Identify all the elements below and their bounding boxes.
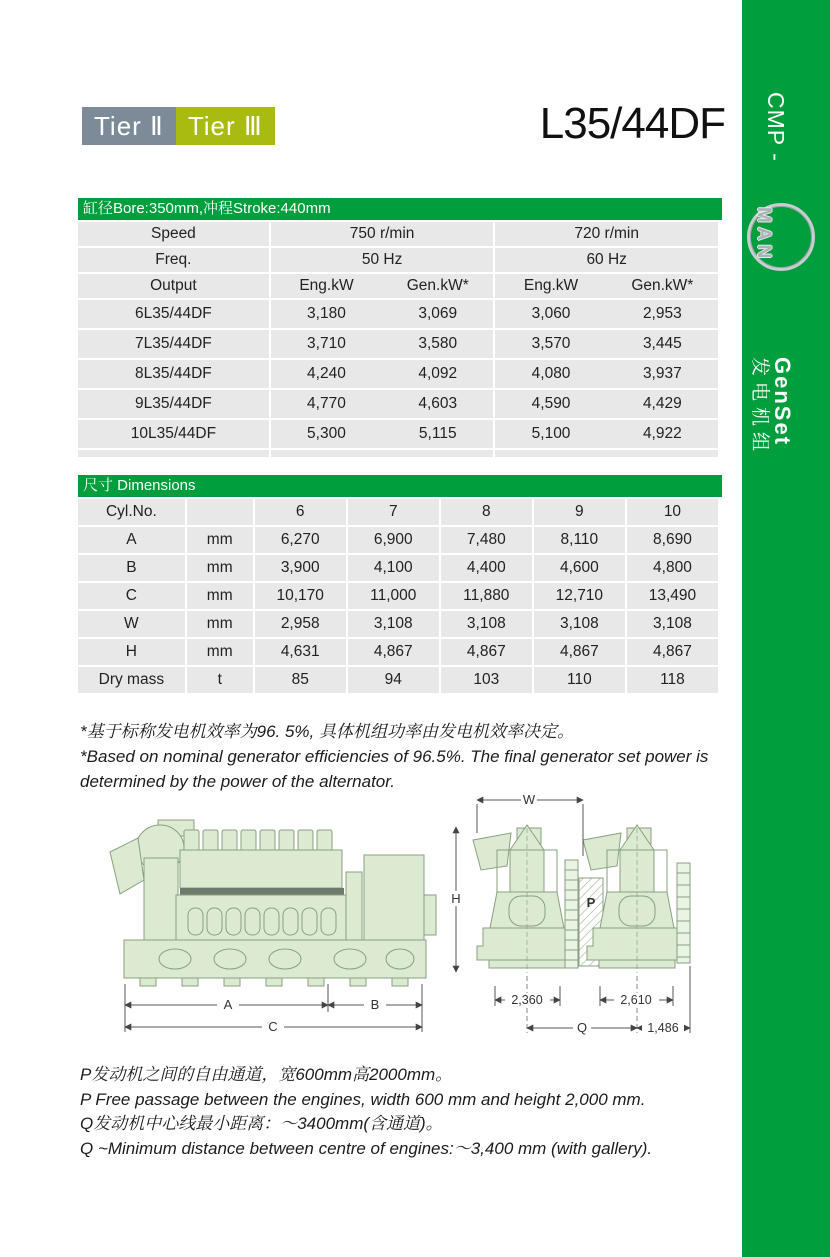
- dim-value: 85: [255, 667, 346, 693]
- output-header-row: [78, 274, 718, 298]
- dim-unit: mm: [187, 527, 253, 553]
- dim-value: 11,000: [348, 583, 439, 609]
- eng-kw-value: 4,240: [307, 365, 346, 382]
- eng-kw-label: Eng.kW: [299, 277, 354, 294]
- dim-value: 4,800: [627, 555, 718, 581]
- tier2-badge: Tier Ⅱ: [82, 107, 176, 145]
- eng-kw-value: 5,100: [531, 425, 571, 442]
- cyl-col: 7: [348, 499, 439, 525]
- model-cell: 9L35/44DF: [78, 390, 269, 418]
- values-720: [495, 300, 718, 328]
- dim-unit: mm: [187, 583, 253, 609]
- values-720: [495, 360, 718, 388]
- gen-kw-value: 3,937: [642, 365, 682, 382]
- cyl-header-row: [78, 499, 718, 525]
- col-labels-750: [271, 274, 494, 298]
- dim-w-label: W: [522, 792, 536, 807]
- sidebar-brand-text: CMP -: [763, 92, 789, 162]
- dim-value: 4,867: [627, 639, 718, 665]
- tier-badges: [82, 107, 275, 145]
- eng-kw-value: 5,300: [307, 425, 346, 442]
- gen-kw-label: Gen.kW*: [406, 277, 469, 294]
- dim-unit: t: [187, 667, 253, 693]
- dim-value: 3,108: [441, 611, 532, 637]
- sidebar-product-zh: 发电机组: [749, 357, 770, 458]
- values-750: [271, 390, 494, 418]
- dim-value: 103: [441, 667, 532, 693]
- generator-note-zh: *基于标称发电机效率为96. 5%, 具体机组功率由发电机效率决定。: [80, 722, 574, 741]
- output-table-header: 缸径Bore:350mm,冲程Stroke:440mm: [78, 198, 722, 220]
- technical-drawings: [95, 778, 745, 1063]
- cell: [78, 450, 269, 457]
- dimensions-table-header: 尺寸 Dimensions: [78, 475, 722, 497]
- freq-row: [78, 248, 718, 272]
- gen-kw-value: 3,580: [418, 335, 458, 352]
- dim-unit: mm: [187, 639, 253, 665]
- dim-value: 6,900: [348, 527, 439, 553]
- values-750: [271, 330, 494, 358]
- passage-note-q-en: Q ~Minimum distance between centre of engines:～3,400 mm (with gallery).: [80, 1138, 653, 1158]
- passage-note-p-en: P Free passage between the engines, width 600 mm and height 2,000 mm.: [80, 1089, 646, 1109]
- cyl-label: Cyl.No.: [78, 499, 185, 525]
- generator-note-en: *Based on nominal generator efficiencies of 96.5%. The final generator set power is determined by the power of the alternator.: [80, 747, 709, 791]
- speed-720: 720 r/min: [495, 222, 718, 246]
- dim-value: 3,108: [627, 611, 718, 637]
- page-title: L35/44DF: [539, 99, 725, 148]
- freq-50: 50 Hz: [271, 248, 494, 272]
- freq-label: Freq.: [78, 248, 269, 272]
- gen-kw-value: 4,922: [642, 425, 682, 442]
- eng-kw-label: Eng.kW: [523, 277, 579, 294]
- cyl-col: 9: [534, 499, 625, 525]
- man-logo-text: MAN: [753, 207, 774, 263]
- tier3-badge: Tier Ⅲ: [176, 107, 275, 145]
- model-cell: 10L35/44DF: [78, 420, 269, 448]
- dim-h-label: H: [451, 891, 461, 906]
- values-750: [271, 420, 494, 448]
- right-engine-width-label: 2,610: [620, 993, 652, 1007]
- dim-name: A: [78, 527, 185, 553]
- dim-value: 4,631: [255, 639, 346, 665]
- model-cell: 6L35/44DF: [78, 300, 269, 328]
- dim-value: 8,690: [627, 527, 718, 553]
- table-row: [78, 300, 718, 328]
- engine-front-view-drawing: [437, 778, 737, 1063]
- eng-kw-value: 3,060: [531, 305, 571, 322]
- eng-kw-value: 3,180: [307, 305, 346, 322]
- dim-value: 13,490: [627, 583, 718, 609]
- left-engine-width-label: 2,360: [511, 993, 543, 1007]
- eng-kw-value: 4,080: [531, 365, 571, 382]
- table-row: [78, 639, 718, 665]
- dim-value: 3,108: [348, 611, 439, 637]
- cyl-col: 10: [627, 499, 718, 525]
- table-row: [78, 330, 718, 358]
- values-750: [271, 360, 494, 388]
- dim-value: 2,958: [255, 611, 346, 637]
- model-cell: 7L35/44DF: [78, 330, 269, 358]
- dimensions-table: [78, 475, 722, 695]
- dim-value: 4,100: [348, 555, 439, 581]
- dim-name: W: [78, 611, 185, 637]
- dim-name: H: [78, 639, 185, 665]
- dim-name: B: [78, 555, 185, 581]
- dim-value: 12,710: [534, 583, 625, 609]
- front-engines-body: [473, 825, 690, 973]
- dim-name: Dry mass: [78, 667, 185, 693]
- edge-offset-label: 1,486: [647, 1021, 679, 1035]
- dim-unit: mm: [187, 555, 253, 581]
- model-cell: 8L35/44DF: [78, 360, 269, 388]
- values-720: [495, 420, 718, 448]
- table-row: [78, 360, 718, 388]
- eng-kw-value: 4,770: [307, 395, 346, 412]
- dim-value: 6,270: [255, 527, 346, 553]
- dim-unit: mm: [187, 611, 253, 637]
- values-720: [495, 330, 718, 358]
- sidebar-product-en: GenSet: [770, 357, 795, 447]
- speed-label: Speed: [78, 222, 269, 246]
- table-row: [78, 527, 718, 553]
- cyl-col: 8: [441, 499, 532, 525]
- engine-side-view-drawing: [100, 800, 445, 1050]
- eng-kw-value: 3,710: [307, 335, 346, 352]
- dim-value: 118: [627, 667, 718, 693]
- sidebar-product-block: [748, 357, 794, 457]
- cell: [495, 450, 718, 457]
- dim-q-label: Q: [576, 1020, 588, 1035]
- col-labels-720: [495, 274, 718, 298]
- unit-cell-empty: [187, 499, 253, 525]
- table-row: [78, 390, 718, 418]
- gen-kw-value: 4,603: [418, 395, 458, 412]
- table-footer-strip: [78, 450, 718, 457]
- table-row: [78, 583, 718, 609]
- dimensions-table-grid: [76, 497, 720, 695]
- dim-value: 94: [348, 667, 439, 693]
- dim-value: 3,108: [534, 611, 625, 637]
- gen-kw-value: 2,953: [642, 305, 682, 322]
- dim-value: 11,880: [441, 583, 532, 609]
- gen-kw-value: 4,092: [418, 365, 458, 382]
- speed-row: [78, 222, 718, 246]
- gen-kw-label: Gen.kW*: [631, 277, 694, 294]
- gen-kw-value: 4,429: [642, 395, 682, 412]
- speed-750: 750 r/min: [271, 222, 494, 246]
- dim-value: 7,480: [441, 527, 532, 553]
- dim-value: 4,867: [441, 639, 532, 665]
- output-table-grid: [76, 220, 720, 459]
- output-label: Output: [78, 274, 269, 298]
- freq-60: 60 Hz: [495, 248, 718, 272]
- table-row: [78, 555, 718, 581]
- dim-b-label: B: [370, 997, 380, 1012]
- dim-name: C: [78, 583, 185, 609]
- dim-value: 4,867: [534, 639, 625, 665]
- dim-value: 8,110: [534, 527, 625, 553]
- dim-value: 4,400: [441, 555, 532, 581]
- eng-kw-value: 3,570: [531, 335, 571, 352]
- gen-kw-value: 3,445: [642, 335, 682, 352]
- dim-value: 10,170: [255, 583, 346, 609]
- dim-value: 3,900: [255, 555, 346, 581]
- cell: [271, 450, 494, 457]
- table-row: [78, 420, 718, 448]
- passage-note-p-zh: P发动机之间的自由通道，宽600mm高2000mm。: [80, 1065, 453, 1084]
- dim-c-label: C: [268, 1019, 278, 1034]
- dim-a-label: A: [223, 997, 233, 1012]
- output-table: [78, 198, 722, 459]
- values-750: [271, 300, 494, 328]
- dim-value: 4,600: [534, 555, 625, 581]
- passage-note-q-zh: Q发动机中心线最小距离：～3400mm(含通道)。: [80, 1114, 443, 1133]
- dim-p-label: P: [586, 895, 596, 910]
- engine-side-body: [110, 820, 436, 986]
- cyl-col: 6: [255, 499, 346, 525]
- dim-value: 110: [534, 667, 625, 693]
- table-row: [78, 667, 718, 693]
- eng-kw-value: 4,590: [531, 395, 571, 412]
- values-720: [495, 390, 718, 418]
- gen-kw-value: 3,069: [418, 305, 458, 322]
- dim-value: 4,867: [348, 639, 439, 665]
- gen-kw-value: 5,115: [418, 425, 457, 442]
- passage-notes: [80, 1063, 760, 1161]
- table-row: [78, 611, 718, 637]
